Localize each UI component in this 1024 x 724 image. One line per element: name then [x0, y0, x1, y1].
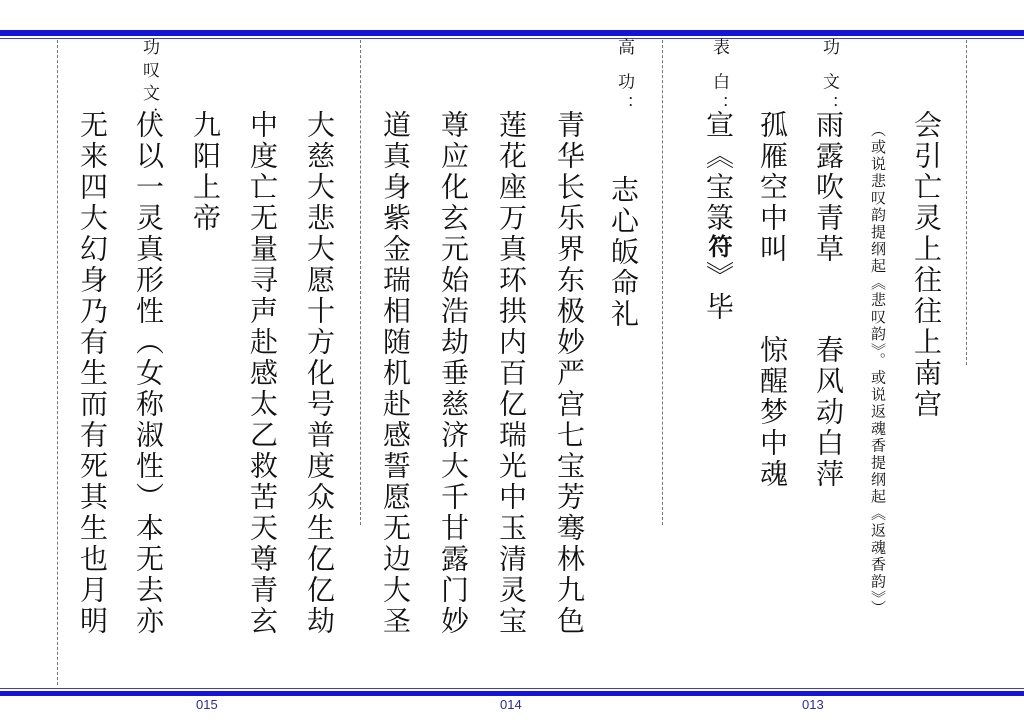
text-segment: 》毕 [702, 261, 735, 323]
heading-column: 会引亡灵上往往上南宫 [910, 110, 943, 420]
text-segment: 宣《宝箓 [702, 110, 735, 234]
verse-column: 惊醒梦中魂 [756, 335, 789, 490]
talisman-glyph: 符 [704, 234, 732, 261]
column-divider [966, 40, 967, 365]
text-column: 无来四大幻身乃有生而有死其生也月明 [76, 110, 109, 637]
text-column: 莲花座万真环拱内百亿瑞光中玉清灵宝 [495, 110, 528, 637]
note-column: （或说悲叹韵提纲起《悲叹韵》。或说返魂香提纲起《返魂香韵》） [869, 122, 887, 617]
page-divider [662, 40, 663, 525]
verse-column: 春风动白萍 [812, 335, 845, 490]
speaker-label: 功叹文： [139, 38, 159, 130]
page-number: 015 [196, 697, 218, 712]
text-column: 伏以一灵真形性（女称淑性）本无去亦 [132, 110, 165, 637]
verse-column: 雨露吹青草 [812, 110, 845, 265]
text-column: 道真身紫金瑞相随机赴感誓愿无边大圣 [379, 110, 412, 637]
bottom-border-thick [0, 691, 1024, 696]
text-column: 尊应化玄元始浩劫垂慈济大千甘露门妙 [437, 110, 470, 637]
bottom-border-thin [0, 688, 1024, 689]
text-column: 志心皈命礼 [607, 175, 640, 330]
text-column: 中度亡无量寻声赴感太乙救苦天尊青玄 [246, 110, 279, 637]
text-column [702, 110, 735, 323]
page-edge-line [57, 40, 58, 685]
speaker-label: 表 白： [709, 38, 729, 119]
verse-column: 孤雁空中叫 [756, 110, 789, 265]
text-column: 大慈大悲大愿十方化号普度众生亿亿劫 [303, 110, 336, 637]
speaker-label: 高 功： [614, 38, 634, 119]
speaker-label: 功 文： [819, 38, 839, 119]
page-divider [360, 40, 361, 525]
page-number: 014 [500, 697, 522, 712]
text-column: 九阳上帝 [189, 110, 222, 234]
top-border-thick [0, 30, 1024, 36]
text-column: 青华长乐界东极妙严宫七宝芳骞林九色 [553, 110, 586, 637]
page-number: 013 [802, 697, 824, 712]
